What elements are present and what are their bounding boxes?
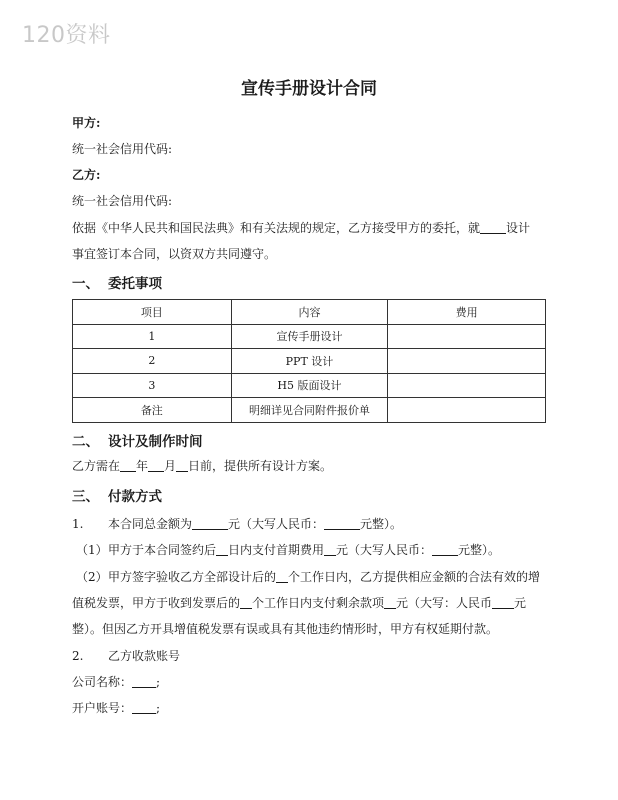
payment-item-1 (72, 515, 402, 532)
section-2-text (72, 457, 332, 474)
blank-month (148, 459, 164, 472)
section-1-number: 一、 (72, 276, 99, 292)
section-1-heading (72, 272, 162, 292)
party-a-credit-code: 统一社会信用代码: (72, 142, 173, 156)
table-header-cell: 费用 (388, 300, 546, 325)
text-fragment: 个工作日内支付剩余款项 (252, 596, 385, 610)
blank-remaining-amount (384, 596, 396, 609)
text-fragment: 乙方收款账号 (108, 649, 181, 663)
text-fragment: 年 (136, 459, 149, 473)
text-fragment: 日前，提供所有设计方案。 (188, 459, 333, 473)
blank-days (216, 543, 228, 556)
payment-item-2 (72, 647, 180, 664)
table-cell: 1 (73, 324, 232, 349)
text-fragment: 日内支付首期费用 (228, 543, 325, 557)
intro-text-2: 设计 (506, 221, 531, 235)
blank-company-name (132, 675, 156, 688)
blank-project (480, 221, 506, 234)
item-number: （2） (76, 570, 108, 584)
blank-day (176, 459, 188, 472)
text-fragment: 元（大写：人民币 (396, 596, 493, 610)
section-2-number: 二、 (72, 434, 99, 450)
payment-item-1-2-line1 (76, 568, 540, 585)
table-row (73, 398, 546, 423)
section-2-heading (72, 430, 203, 450)
table-header-row (73, 300, 546, 325)
payment-item-1-1 (76, 541, 500, 558)
section-1-title: 委托事项 (108, 276, 162, 292)
company-name-line (72, 673, 160, 690)
text-fragment: 元整）。 (360, 517, 403, 531)
blank-total-amount-words (324, 517, 360, 530)
table-cell (388, 373, 546, 398)
table-header-cell: 项目 (73, 300, 232, 325)
table-cell: 3 (73, 373, 232, 398)
blank-year (120, 459, 136, 472)
blank-first-payment (324, 543, 336, 556)
section-3-heading (72, 485, 162, 505)
section-3-title: 付款方式 (108, 489, 162, 505)
intro-paragraph-line1 (72, 219, 530, 236)
section-2-title: 设计及制作时间 (108, 434, 203, 450)
party-b-label: 乙方: (72, 168, 101, 182)
section-3-number: 三、 (72, 489, 99, 505)
table-row (73, 324, 546, 349)
account-number-line (72, 699, 160, 716)
table-cell: H5 版面设计 (231, 373, 388, 398)
payment-item-1-2-line2 (72, 594, 526, 611)
item-number: 1. (72, 517, 84, 531)
table-cell: 备注 (73, 398, 232, 423)
table-cell: PPT 设计 (231, 349, 388, 374)
text-fragment: 甲方签字验收乙方全部设计后的 (108, 570, 277, 584)
table-cell: 2 (73, 349, 232, 374)
text-fragment: 个工作日内，乙方提供相应金额的合法有效的增 (288, 570, 541, 584)
blank-first-payment-words (432, 543, 458, 556)
text-fragment: 甲方于本合同签约后 (108, 543, 217, 557)
item-number: 2. (72, 649, 84, 663)
party-a-label: 甲方: (72, 116, 101, 130)
account-number-label: 开户账号： (72, 701, 133, 715)
intro-paragraph-line2: 事宜签订本合同，以资双方共同遵守。 (72, 247, 277, 261)
table-cell (388, 398, 546, 423)
text-fragment: 元 (514, 596, 527, 610)
text-fragment: 元整）。 (458, 543, 501, 557)
text-fragment: ; (156, 675, 161, 689)
table-cell: 明细详见合同附件报价单 (231, 398, 388, 423)
blank-working-days (276, 570, 288, 583)
text-fragment: 元（大写人民币： (228, 517, 325, 531)
text-fragment: 值税发票，甲方于收到发票后的 (72, 596, 241, 610)
intro-text-1: 依据《中华人民共和国民法典》和有关法规的规定，乙方接受甲方的委托，就 (72, 221, 481, 235)
text-fragment: ; (156, 701, 161, 715)
payment-item-1-2-line3: 整）。但因乙方开具增值税发票有误或具有其他违约情形时，甲方有权延期付款。 (72, 622, 499, 636)
blank-working-days-2 (240, 596, 252, 609)
watermark-logo: 120资料 (22, 23, 111, 48)
party-b-credit-code: 统一社会信用代码: (72, 194, 173, 208)
table-cell (388, 349, 546, 374)
company-name-label: 公司名称： (72, 675, 133, 689)
text-fragment: 月 (164, 459, 177, 473)
table-row (73, 349, 546, 374)
item-number: （1） (76, 543, 108, 557)
table-cell (388, 324, 546, 349)
text-fragment: 本合同总金额为 (108, 517, 193, 531)
table-header-cell: 内容 (231, 300, 388, 325)
text-fragment: 元（大写人民币： (336, 543, 433, 557)
text-fragment: 乙方需在 (72, 459, 121, 473)
table-row (73, 373, 546, 398)
blank-total-amount (192, 517, 228, 530)
table-cell: 宣传手册设计 (231, 324, 388, 349)
blank-remaining-amount-words (492, 596, 514, 609)
document-title: 宣传手册设计合同 (241, 79, 377, 99)
commission-items-table (72, 299, 546, 423)
blank-account-number (132, 701, 156, 714)
